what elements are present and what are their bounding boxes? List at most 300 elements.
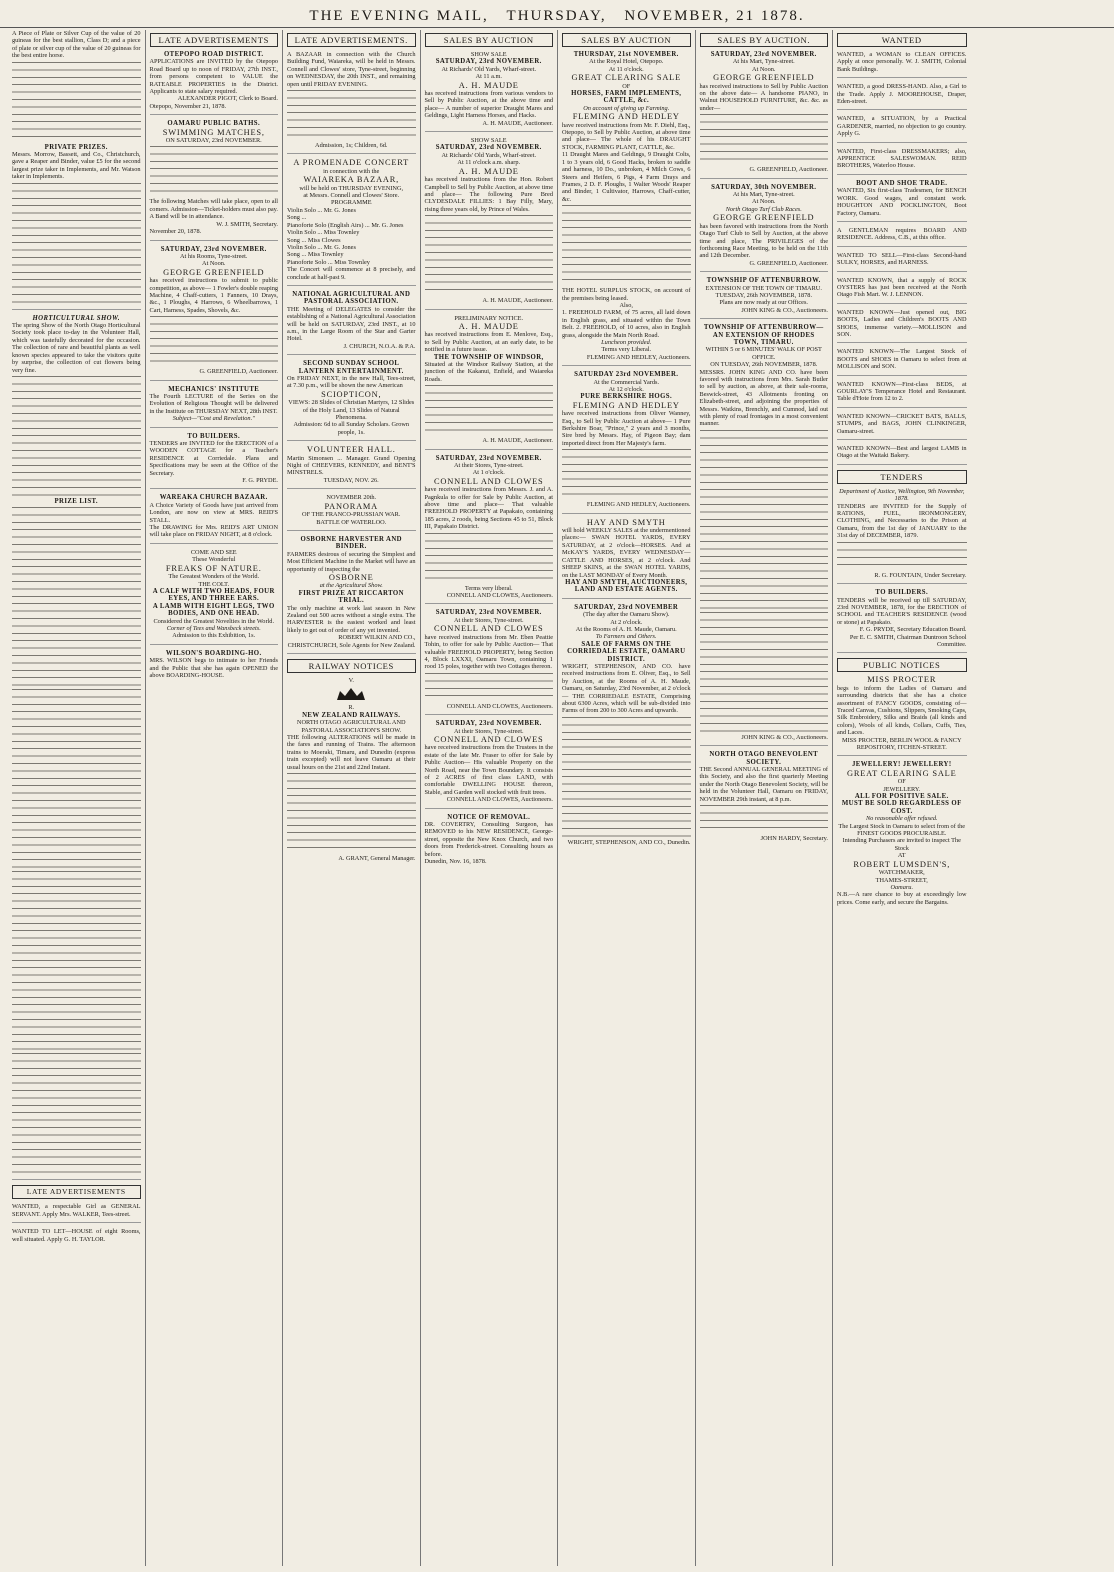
corner: Corner of Tees and Wansbeck streets.	[166, 624, 261, 632]
cc-name: CONNELL AND CLOWES	[434, 476, 544, 486]
connell-clowes-ad-2	[425, 609, 554, 715]
c6-date2: SATURDAY, 30th NOVEMBER.	[711, 183, 817, 191]
hs-sign: HAY AND SMYTH, AUCTIONEERS, LAND AND ESTATE AGENTS.	[565, 578, 688, 594]
panorama-waterloo: BATTLE OF WATERLOO.	[316, 518, 387, 526]
nat-sign: J. CHURCH, N.O.A. & P.A.	[343, 342, 416, 350]
robert-lumsden: ROBERT LUMSDEN'S,	[853, 859, 951, 869]
cc-where: At their Stores, Tyne-street.	[453, 462, 524, 469]
prom-title: A PROMENADE CONCERT	[293, 158, 410, 168]
col3-header: LATE ADVERTISEMENTS.	[287, 33, 416, 47]
wanted-more-item: WANTED KNOWN—CRICKET BATS, BALLS, STUMPS, and BAGS, JOHN CLINKINGER, Oamaru-street.	[837, 413, 967, 440]
considered: Considered the Greatest Novelties in the World.	[153, 617, 275, 625]
tender-title: TO BUILDERS.	[187, 432, 241, 440]
programme-title: PROGRAMME	[330, 199, 372, 207]
procter-name: MISS PROCTER	[867, 675, 937, 685]
prizes-intro: A Piece of Plate or Silver Cup of the value of 20 guineas for the best stallion, Class D; and a piece of plate or silver cup of the value of 20 guineas for the best entire horse.	[12, 30, 141, 60]
account: On account of giving up Farming.	[583, 104, 670, 112]
sunday-title: SECOND SUNDAY SCHOOL LANTERN ENTERTAINMENT.	[298, 360, 404, 375]
vol-text: Martin Simonsen ... Manager. Grand Opening Night of CHEEVERS, KENNEDY, and BENT'S MINSTRELS.	[287, 454, 416, 477]
maude2-text: has received instructions from the Hon. Robert Campbell to Sell by Public Auction, at above time and place— The following Pure Bred CLYDESDALE FILLIES: 1 Bay Filly, Mary, rising three years old, by Prince of Wales.	[424, 176, 553, 213]
prize-text-lines	[12, 62, 141, 142]
nat-text: THE Meeting of DELEGATES to consider the establishing of a National Agricultural Association will be held on SATURDAY, 23rd INST., at 10 a.m., in the Large Room of the Star and Garter Hotel.	[287, 305, 416, 343]
procter-ad	[837, 676, 967, 756]
sale-of-farms: SALE OF FARMS ON THE CORRIEDALE ESTATE, OAMARU DISTRICT.	[567, 640, 686, 663]
gg-lines	[150, 316, 279, 366]
road-title: OTEPOPO ROAD DISTRICT.	[164, 51, 264, 58]
fh-list: 11 Draught Mares and Geldings, 9 Draught Colts, 1 to 3 years old, 6 Good Hacks, broken to saddle and harness, 10 Do., unbroken, 4 Milch Cows, 6 Steers and Heifers, 6 Pigs, 4 Farm Drays and Frames, 2 D. F. Ploughs, 1 Walter Woods' Reaper and Binder, 1 Cultivator, Harrows, Chaff-cutter, &c.	[562, 151, 691, 203]
column-2	[146, 30, 284, 1566]
builders-ad	[837, 589, 967, 653]
cc2-where: At their Stores, Tyne-street.	[453, 616, 524, 624]
greatest: The Greatest Wonders of the World.	[168, 573, 260, 581]
wanted-more-item: WANTED KNOWN—Best and largest LAMB in Otago at the Waitaki Bakery.	[837, 445, 967, 465]
jewellery-2: JEWELLERY.	[883, 785, 921, 793]
wanted-header: WANTED	[837, 33, 967, 47]
c5-where2: At the Commercial Yards.	[593, 378, 660, 386]
osb-text: FARMERS desirous of securing the Simplest and Most Efficient Machine in the Market will have an opportunity of inspecting the	[287, 550, 416, 573]
programme-list	[287, 207, 416, 266]
prom-where: at Messrs. Connell and Clowes' Store.	[303, 192, 400, 200]
swim-stamp: November 20, 1878.	[149, 228, 202, 236]
hs-name: HAY AND SMYTH	[586, 517, 666, 527]
freaks-admission: Admission to this Exhibition, 1s.	[172, 632, 256, 640]
osb-more: The only machine at work last season in New Zealand out 500 acres without a single extra. The HARVESTER is the easiest worked and least likely to get out of order of any yet invented.	[287, 604, 416, 634]
column-5	[558, 30, 696, 1566]
sale2-time: At 11 o'clock a.m. sharp.	[457, 159, 521, 167]
connell-clowes-ad-3	[425, 720, 554, 808]
tenders-text: TENDERS are INVITED for the Supply of RATIONS, FUEL, IRONMONGERY, CLOTHING, and Necessaries to the Prison at Oamaru, from the 1st day of JANUARY to the 31st day of DECEMBER, 1879.	[837, 502, 967, 540]
swim-text: The following Matches will take place, open to all comers. Admission—Ticket-holders must also pay. A Band will be in attendance.	[149, 198, 278, 221]
prog-item: Violin Solo ... Mr. G. Jones	[287, 243, 356, 251]
town-sign: JOHN KING & CO., Auctioneers.	[741, 306, 828, 314]
rail-lines	[287, 773, 416, 853]
c6-time2: At Noon.	[752, 198, 776, 206]
swim-lines	[150, 146, 279, 196]
rail-v: V.	[348, 677, 354, 684]
watchmaker: WATCHMAKER,	[878, 869, 925, 877]
freaks-ad	[150, 549, 279, 645]
swim-sign: W. J. SMITH, Secretary.	[216, 220, 278, 228]
wilson-ad	[150, 650, 279, 680]
column-4	[421, 30, 559, 1566]
bene-sign: JOHN HARDY, Secretary.	[760, 835, 828, 843]
intending: Intending Purchasers are invited to inspect The Stock	[842, 837, 961, 852]
c6-where2: At his Mart, Tyne-street.	[732, 191, 795, 199]
railway-header: RAILWAY NOTICES	[287, 659, 416, 673]
volunteer-hall-ad	[287, 446, 416, 489]
berkshire-ad	[562, 371, 691, 513]
at: AT	[897, 852, 906, 860]
gg-sat-title: SATURDAY, 23rd NOVEMBER.	[160, 245, 267, 253]
benevolent-ad	[700, 751, 829, 842]
prelim-text: has received instructions from E. Menlove, Esq., to Sell by Public Auction, at an early date, to be notified in a future issue.	[424, 331, 553, 354]
prog-item: Song ... Miss Townley	[287, 251, 344, 259]
c5-day3: (The day after the Oamaru Show).	[583, 611, 670, 619]
c5-time2: At 12 o'clock.	[608, 386, 644, 393]
wilson-text: MRS. WILSON begs to intimate to her Friends and the Public that she has again OPENED the above BOARDING-HOUSE.	[149, 657, 278, 679]
removal-text: DR. COVERTRY, Consulting Surgeon, has REMOVED to his NEW RESIDENCE, George-street, opposite the New Knox Church, and two doors from Frederick-street. Consulting hours as before.	[424, 821, 553, 858]
c6-gg-name: GEORGE GREENFIELD	[713, 73, 815, 83]
road-sign: ALEXANDER PIGOT, Clerk to Board.	[177, 95, 278, 103]
town2-title: TOWNSHIP OF ATTENBURROW—AN EXTENSION OF RHODES TOWN, TIMARU.	[703, 324, 824, 346]
vol-date: TUESDAY, NOV. 26.	[323, 476, 379, 484]
town2-sub: WITHIN 5 or 6 MINUTES' WALK OF POST OFFICE.	[705, 346, 822, 361]
sale2-date: SATURDAY, 23rd NOVEMBER.	[435, 144, 542, 152]
swim-date: ON SATURDAY, 23rd NOVEMBER.	[165, 137, 262, 145]
railway-notice	[287, 677, 416, 862]
drawing-text: The DRAWING for Mrs. REID'S ART UNION will take place on FRIDAY NIGHT, at 8 o'clock.	[149, 524, 278, 539]
c6-gg-lines	[700, 114, 829, 164]
hay-smyth-ad	[562, 519, 691, 599]
gg-text: has received instructions to submit to public competition, as above— 1 Fowler's double reaping Machine, 4 Chaff-cutters, 1 Fanners, 10 Drays, &c., 1 Ploughs, 4 Harrows, 6 Wheelbarrows, 1 Cart, Harness, Spades, Shovels, &c.	[149, 277, 278, 314]
c6-gg2-sign: G. GREENFIELD, Auctioneer.	[749, 259, 828, 267]
c6-date1: SATURDAY, 23rd NOVEMBER.	[710, 51, 817, 58]
oamaru: Oamaru.	[890, 883, 914, 891]
c5-time1: At 11 o'clock.	[608, 65, 644, 73]
of-1: OF	[622, 82, 631, 90]
town-title: TOWNSHIP OF ATTENBURROW.	[706, 277, 821, 285]
horses: HORSES, FARM IMPLEMENTS, CATTLE, &c.	[571, 90, 682, 105]
col6-header: SALES BY AUCTION.	[700, 33, 829, 47]
show-sale: SHOW SALE	[470, 51, 507, 58]
greenfield-sale-ad	[150, 246, 279, 381]
corriedale-ad	[562, 604, 691, 847]
prog-item: Pianoforte Solo ... Miss Townley	[287, 258, 370, 266]
town2-lines-1	[700, 430, 829, 610]
c6-gg2-name: GEORGE GREENFIELD	[713, 213, 815, 223]
sciopticon: SCIOPTICON,	[321, 389, 382, 399]
town-sub: EXTENSION OF THE TOWN OF TIMARU.	[705, 284, 822, 292]
c6-where1: At his Mart, Tyne-street.	[732, 58, 795, 66]
jewellery-title: JEWELLERY! JEWELLERY!	[851, 761, 952, 769]
fh2-name: FLEMING AND HEDLEY	[572, 400, 680, 410]
masthead	[0, 0, 1114, 28]
cc-sign: CONNELL AND CLOWES, Auctioneers.	[446, 592, 553, 600]
all-for: ALL FOR POSITIVE SALE.	[854, 793, 949, 801]
bazaar3-admit: Admission, 1s; Children, 6d.	[315, 142, 388, 150]
cc-time: At 1 o'clock.	[472, 469, 505, 477]
private-prize-lines	[12, 183, 141, 303]
bene-title: NORTH OTAGO BENEVOLENT SOCIETY.	[709, 751, 819, 766]
wanted-item: WANTED, a WOMAN to CLEAN OFFICES. Apply at once personally. W. J. SMITH, Colonial Bank Buildings.	[837, 51, 967, 78]
town-date: TUESDAY, 26th NOVEMBER, 1878.	[715, 291, 813, 299]
removal-title: NOTICE OF REMOVAL.	[447, 813, 531, 821]
osb-where: at the Agricultural Show.	[319, 582, 383, 590]
c5-rooms3: At the Rooms of A. H. Maude, Oamaru.	[575, 625, 677, 633]
come-and-see: COME AND SEE	[190, 548, 237, 556]
wanted-servant: WANTED, a respectable Girl as GENERAL SERVANT. Apply Mrs. WALKER, Tees-street.	[12, 1203, 141, 1223]
masthead-name: THE EVENING MAIL,	[309, 8, 489, 24]
cc-text: have received instructions from Messrs. J. and A. Pagnkula to offer for Sale by Public Auction, at above time and place— That valuable FREEHOLD PROPERTY at Papakaio, containing 185 acres, 2 roods, being Sections 45 to 51, Block III, Papakaio District.	[424, 486, 553, 531]
national-association-ad	[287, 291, 416, 355]
fh-surplus: THE HOTEL SURPLUS STOCK, on account of the premises being leased.	[562, 287, 691, 302]
preliminary-notice-ad	[425, 315, 554, 450]
bene-text: THE Second ANNUAL GENERAL MEETING of this Society, and also the first quarterly Meeting under the North Otago Benevolent Society, will be held in the Volunteer Hall, Oamaru on FRIDAY, NOVEMBER 29th instant, at 8 p.m.	[699, 766, 828, 803]
cc3-where: At their Stores, Tyne-street.	[453, 727, 524, 735]
col2-header: LATE ADVERTISEMENTS	[150, 33, 279, 47]
removal-notice	[425, 814, 554, 866]
wanted-item: WANTED, First-class DRESSMAKERS; also, APPRENTICE SALESWOMAN. REID BROTHERS, Waterloo House.	[837, 148, 967, 175]
column-7	[833, 30, 971, 1566]
bazaar-title: WAREAKA CHURCH BAZAAR.	[159, 494, 268, 502]
bene-lines	[700, 805, 829, 833]
rail-name: NEW ZEALAND RAILWAYS.	[302, 711, 401, 719]
wright-sign: WRIGHT, STEPHENSON, AND CO., Dunedin.	[567, 838, 691, 846]
gg-name: GEORGE GREENFIELD	[163, 267, 265, 277]
of-7: OF	[897, 778, 906, 786]
builders-text: TENDERS will be received up till SATURDAY, 23rd NOVEMBER, 1878, for the ERECTION of SCHOOL and TEACHER'S RESIDENCE (wood or stone) at Papakaio.	[837, 596, 967, 626]
sunday-admit: Admission: 6d to all Sunday Scholars. Grown people, 1s.	[293, 421, 410, 436]
prom-name: WAIAREKA BAZAAR,	[303, 175, 400, 185]
no-reasonable: No reasonable offer refused.	[865, 815, 938, 823]
rail-r: R.	[348, 704, 355, 712]
prom-note: The Concert will commence at 8 precisely, and conclude at half-past 9.	[287, 266, 416, 281]
c6-gg-sign: G. GREENFIELD, Auctioneer.	[749, 166, 828, 174]
c5-time3: At 2 o'clock.	[610, 618, 643, 626]
lamb: A LAMB WITH EIGHT LEGS, TWO BODIES, AND ONE HEAD.	[152, 602, 275, 618]
private-prizes-text: Messrs. Morrow, Bassett, and Co., Christchurch, gave a Reaper and Binder, value £5 for the second largest prize taker in Implements, and Mr. Watson taker in Implements.	[12, 151, 141, 181]
wright-lines	[562, 717, 691, 837]
col5-header: SALES BY AUCTION	[562, 33, 691, 47]
public-notices-header: PUBLIC NOTICES	[837, 658, 967, 672]
builders-sign-2: Per E. C. SMITH, Chairman Duntroon School Committee.	[849, 633, 967, 648]
cc2-date: SATURDAY, 23rd NOVEMBER.	[435, 609, 542, 617]
town2-text: MESSRS. JOHN KING AND CO. have been favored with instructions from Mrs. Sarah Butler to sell by auction, as above, at their sale-rooms, Beswick-street, 43 Allotments fronting on Elizabeth-street, and adjoining the properties of Messrs. Watkins, Brenchly, and Cumnod, laid out with plenty of road frontages in a most convenient manner.	[699, 368, 828, 428]
panorama-war: OF THE FRANCO-PRUSSIAN WAR.	[302, 511, 401, 519]
gg-sat-place: At his Rooms, Tyne-street.	[180, 252, 248, 260]
road-text: APPLICATIONS are INVITED by the Otepopo Road Board up to noon of FRIDAY, 27th INST., from persons competent to VALUE the RATEABLE PROPERTIES in the District. Applicants to state salary required.	[149, 58, 278, 96]
berkshire: PURE BERKSHIRE HOGS.	[580, 393, 673, 401]
column-3	[283, 30, 421, 1566]
wilson-title: WILSON'S BOARDING-HO.	[165, 649, 262, 657]
cc3-name: CONNELL AND CLOWES	[434, 734, 544, 744]
turf: North Otago Turf Club Races.	[725, 205, 802, 213]
maude2-sign: A. H. MAUDE, Auctioneer.	[482, 297, 553, 305]
wonderful: These Wonderful	[192, 556, 236, 564]
fh-sign: FLEMING AND HEDLEY, Auctioneers.	[586, 353, 691, 361]
road-date: Otepopo, November 21, 1878.	[149, 102, 227, 110]
c6-gg2-text: has been favored with instructions from the North Otago Turf Club to Sell by Auction, at the above time and place, The PRIVILEGES of the forthcoming Race Meeting, to be held on the 11th and 12th December.	[699, 222, 828, 260]
removal-date: Dunedin, Nov. 16, 1878.	[424, 858, 487, 866]
wanted-more-item: WANTED KNOWN—Just opened out, BIG BOOTS, Ladies and Children's BOOTS AND SHOES, immense variety.—MOLLISON and SON.	[837, 309, 967, 344]
tenders-ad	[837, 488, 967, 584]
wanted-item: WANTED, a SITUATION, by a Practical GARDENER, married, no objection to go country. Apply G.	[837, 115, 967, 142]
lecture-ad	[150, 386, 279, 428]
column-1	[8, 30, 146, 1566]
panorama-ad	[287, 494, 416, 531]
horticultural-report	[12, 315, 141, 1181]
wanted-more-item: WANTED TO SELL—First-class Second-hand SULKY, HORSES, and HARNESS.	[837, 252, 967, 272]
c5-date1: THURSDAY, 21st NOVEMBER.	[573, 51, 679, 58]
fh-lines	[562, 205, 691, 285]
prize-list-lines-4	[12, 1053, 141, 1173]
fh-name: FLEMING AND HEDLEY	[572, 112, 680, 122]
lecture-subject: Subject—"Cost and Revelation."	[172, 415, 255, 423]
prelim-title: PRELIMINARY NOTICE.	[454, 314, 524, 322]
masthead-date: NOVEMBER, 21 1878.	[624, 8, 805, 24]
fh-text: have received instructions from Mr. F. Diehl, Esq., Otepopo, to Sell by Public Auction, at above time and place— The whole of his DRAUGHT STOCK, FARMING PLANT, CATTLE, &c.	[562, 121, 691, 151]
prize-list-title: PRIZE LIST.	[54, 497, 99, 505]
show-sale-ad	[425, 51, 554, 132]
maude-name: A. H. MAUDE	[458, 80, 519, 90]
prog-item: Pianoforte Solo (English Airs) ... Mr. G. Jones	[287, 221, 404, 229]
procter-sign: MISS PROCTER, BERLIN WOOL & FANCY REPOSITORY, ITCHEN-STREET.	[841, 736, 962, 751]
fh-terms: Terms very Liberal.	[601, 346, 652, 354]
late-advertisements-header: LATE ADVERTISEMENTS	[12, 1185, 141, 1199]
fh-freehold: 1. FREEHOLD FARM, of 75 acres, all laid down in English grass, and situated within the Town Belt. 2. FREEHOLD, of 10 acres, also in English grass, alongside the Main North Road.	[562, 309, 691, 339]
wanted-more-item: WANTED KNOWN—First-class BEDS, at GOURLAY'S Temperance Hotel and Restaurant. Table d'Hote from 12 to 2.	[837, 381, 967, 408]
maude-text: has received instructions from various vendors to Sell by Public Auction, at the above time and place— A number of superior Draught Mares and Geldings, Light Harness Horses, and Hacks.	[424, 90, 553, 120]
church-bazaar-ad	[150, 494, 279, 543]
column-6	[696, 30, 834, 1566]
prize-list-lines-3	[12, 871, 141, 1051]
thames-street: THAMES-STREET,	[875, 876, 928, 884]
lecture-text: The Fourth LECTURE of the Series on the Evolution of Religious Thought will be delivered in the Institute on THURSDAY NEXT, 28th INST.	[149, 392, 278, 415]
c5-date2: SATURDAY 23rd NOVEMBER.	[574, 371, 679, 379]
hort-title: HORTICULTURAL SHOW.	[32, 314, 121, 322]
cc3-date: SATURDAY, 23rd NOVEMBER.	[435, 720, 542, 728]
attenburrow-2-ad	[700, 324, 829, 746]
calf: A CALF WITH TWO HEADS, FOUR EYES, AND THREE EARS.	[152, 587, 275, 603]
cc-date: SATURDAY, 23rd NOVEMBER.	[435, 454, 542, 462]
prog-item: Violin Solo ... Miss Townley	[287, 229, 360, 237]
sunday-text: On FRIDAY NEXT, in the new Hall, Tees-street, at 7.30 p.m., will be shown the new American	[287, 375, 416, 390]
c5-date3: SATURDAY, 23rd NOVEMBER	[574, 603, 679, 611]
prom-sub: in connection with the	[323, 167, 380, 175]
must-be-sold: MUST BE SOLD REGARDLESS OF COST.	[841, 800, 962, 815]
town2-lines-2	[700, 612, 829, 732]
turf-club-ad	[700, 184, 829, 272]
cc2-lines	[425, 673, 554, 701]
piano-sale-ad	[700, 51, 829, 179]
waiareka-bazaar-ad	[287, 51, 416, 154]
connell-clowes-ad-1	[425, 455, 554, 605]
panorama: PANORAMA	[324, 501, 379, 511]
bazaar3-lines	[287, 90, 416, 140]
show-sale-2-ad	[425, 137, 554, 309]
col4-header: SALES BY AUCTION	[425, 33, 554, 47]
hort-text: The spring Show of the North Otago Horticultural Society took place to-day in the Volunteer Hall, which was tastefully decorated for the occasion. The collection of rare and beautiful plants as well known species appeared to take the visitors quite by surprise, the collection of cut flowers being very fine.	[12, 322, 141, 374]
private-prizes-title: PRIVATE PRIZES.	[44, 143, 108, 151]
largest: The Largest Stock in Oamaru to select from of the FINEST GOODS PROCURABLE.	[838, 822, 966, 838]
vol-title: VOLUNTEER HALL.	[306, 445, 396, 455]
osb-sign: ROBERT WILKIN AND CO., CHRISTCHURCH, Sole Agents for New Zealand.	[287, 634, 416, 649]
cc3-text: have received instructions from the Trustees in the estate of the late Mr. Fraser to offer for Sale by Public Auction— His valuable Property on the North Road, near the Town Boundary. It consists of 2 ACRES of first class LAND, with comfortable DWELLING HOUSE thereon, Stable, and Garden well stocked with fruit trees.	[424, 744, 553, 796]
builders-sign: F. G. PRYDE, Secretary Education Board.	[859, 626, 967, 634]
tender-text: TENDERS are INVITED for the ERECTION of a WOODEN COTTAGE for a Teacher's RESIDENCE at Corriedale. Plans and Specifications may be seen at the Office of the Secretary.	[149, 440, 278, 477]
town-plans: Plans are now ready at our Offices.	[719, 299, 809, 307]
c5-where1: At the Royal Hotel, Otepopo.	[589, 58, 664, 66]
swim-title: SWIMMING MATCHES,	[162, 127, 265, 137]
tender-sign: F. G. PRYDE.	[242, 477, 278, 485]
procter-text: begs to inform the Ladies of Oamaru and surrounding districts that she has a choice assortment of FANCY GOODS, consisting of— Traced Canvas, Cushions, Slippers, Smoking Caps, Silk Embroidery, Silks and Braids (all kinds and colors), Wools of all kinds, Collars, Cuffs, Ties, and Laces.	[837, 684, 967, 737]
maude-sign: A. H. MAUDE, Auctioneer.	[482, 119, 553, 127]
windsor-text: Situated at the Windsor Railway Station, at the junction of the Kakanui, Enfield, and Waiareka Roads.	[424, 360, 553, 383]
sale-where: At Richards' Old Yards, Wharf-street.	[441, 65, 537, 73]
prize-list-lines-2	[12, 689, 141, 869]
maude2-lines	[425, 215, 554, 295]
prize-list-lines-1	[12, 507, 141, 687]
boot-text: WANTED, Six first-class Tradesmen, for BENCH WORK. Good wages, and constant work. HOUGHTON AND POCKLINGTON, Boot Factory, Oamaru.	[837, 187, 967, 222]
maude3-name: A. H. MAUDE	[458, 321, 519, 331]
sale-time: At 11 a.m.	[475, 73, 502, 81]
builders-title: TO BUILDERS.	[875, 589, 929, 597]
dept: Department of Justice, Wellington, 9th November, 1878.	[839, 487, 965, 503]
sunday-school-ad	[287, 360, 416, 441]
maude3-sign: A. H. MAUDE, Auctioneer.	[482, 437, 553, 445]
baths-title: OAMARU PUBLIC BATHS.	[167, 120, 261, 128]
sale2-where: At Richards' Old Yards, Wharf-street.	[441, 151, 537, 159]
bazaar3-text: A BAZAAR in connection with the Church Building Fund, Waiareka, will be held in Messrs. Connell and Clowes' store, Tyne-street, beginning on WEDNESDAY, the 20th INST., and remaining open until FRIDAY EVENING.	[287, 51, 416, 88]
sale-date: SATURDAY, 23rd NOVEMBER.	[435, 58, 542, 66]
prog-item: Song ... Miss Clowes	[287, 236, 341, 244]
masthead-day: THURSDAY,	[506, 8, 607, 24]
boot-title: BOOT AND SHOE TRADE.	[856, 179, 948, 187]
attenburrow-ad	[700, 277, 829, 319]
wanted-more-item: A GENTLEMAN requires BOARD AND RESIDENCE. Address, C.B., at this office.	[837, 227, 967, 247]
tenders-lines	[837, 542, 967, 570]
clearing-sale-ad	[562, 51, 691, 366]
prizes-notice	[12, 30, 141, 310]
mechanics-title: MECHANICS' INSTITUTE	[168, 385, 260, 393]
colt: THE COLT.	[198, 580, 230, 588]
tenders-header: TENDERS	[837, 470, 967, 484]
cc2-text: have received instructions from Mr. Eben Peattie Tohin, to offer for sale by Public Auction— That valuable FREEHOLD PROPERTY, being Section 4, Block LXXXI, Oamaru Town, containing 1 rood 15 poles, together with two Cottages thereon.	[424, 633, 553, 671]
wanted-more-item: WANTED KNOWN—The Largest Stock of BOOTS and SHOES in Oamaru to select from at MOLLISON and SON.	[837, 348, 967, 375]
osborne-ad	[287, 536, 416, 654]
osb-name: OSBORNE	[328, 572, 374, 582]
wanted-to-let: WANTED TO LET—HOUSE of eight Rooms, well situated. Apply G. H. TAYLOR.	[12, 1228, 141, 1243]
swimming-ad	[150, 120, 279, 240]
rail-text: THE following ALTERATIONS will be made in the fares and running of Trains. The afternoon trains to Moeraki, Timaru, and Dunedin (express train excepted) will not leave Oamaru at their usual hours on the 21st and 22nd Instant.	[287, 734, 416, 771]
rail-show: NORTH OTAGO AGRICULTURAL AND PASTORAL ASSOCIATION'S SHOW.	[296, 719, 406, 734]
sunday-views: VIEWS: 28 Slides of Christian Martyrs, 12 Slides of the Holy Land, 13 Slides of Natural Phenomena.	[288, 399, 415, 422]
crown-emblem-icon	[331, 686, 371, 702]
bazaar-text: A Choice Variety of Goods have just arrived from London, are now on view at MRS. REID'S STALL.	[149, 501, 278, 524]
first-prize: FIRST PRIZE AT RICCARTON TRIAL.	[298, 589, 404, 605]
cc2-sign: CONNELL AND CLOWES, Auctioneers.	[446, 702, 553, 710]
maude2-name: A. H. MAUDE	[458, 166, 519, 176]
c6-gg-text: has received instructions to Sell by Public Auction on the above date— A handsome PIANO, in Walnut HOUSEHOLD FURNITURE, &c. &c. as under—	[699, 82, 828, 112]
fh2-text: have received instructions from Oliver Wanney, Esq., to Sell by Public Auction at above— 1 Pure Berkshire Boar, "Prince," 2 years and 3 months, Sire bred by Messrs. Hay, of Pigeon Bay; dam imported direct from Her Majesty's farm.	[562, 410, 691, 447]
prom-when: will be held on THURSDAY EVENING,	[299, 184, 404, 192]
lumsden-ad	[837, 761, 967, 906]
fh2-lines	[562, 449, 691, 499]
promenade-concert-ad	[287, 159, 416, 286]
nb-note: N.B.—A rare chance to buy at exceedingly low prices. Come early, and secure the Bargains.	[837, 891, 967, 906]
to-farmers: To Farmers and Others.	[595, 633, 657, 641]
osb-title: OSBORNE HARVESTER AND BINDER.	[300, 535, 402, 551]
fh-lunch: Luncheon provided.	[601, 338, 652, 346]
hs-text: will hold WEEKLY SALES at the undermentioned places:— SWAN HOTEL YARDS, EVERY SATURDAY, at 2 o'clock—HORSES. And at McKAY'S YARDS, EVERY WEDNESDAY—CATTLE AND HORSES, at 2 o'clock. And SHEEP SKINS, at the SWAN HOTEL YARDS, on the LAST MONDAY of Every Month.	[562, 527, 691, 579]
nat-title: NATIONAL AGRICULTURAL AND PASTORAL ASSOCIATION.	[292, 290, 411, 306]
town2-date: ON TUESDAY, 26th NOVEMBER, 1878.	[710, 361, 818, 369]
wanted-more-item: WANTED KNOWN, that a supply of ROCK OYSTERS has just been received at the North Otago Fish Mart. W. J. LENNON.	[837, 277, 967, 304]
cc-lines	[425, 533, 554, 583]
great-clearing: GREAT CLEARING SALE	[571, 73, 681, 83]
prog-item: Violin Solo ... Mr. G. Jones	[287, 206, 356, 214]
c6-time1: At Noon.	[752, 65, 776, 73]
gg-sat-time: At Noon.	[202, 260, 226, 268]
road-district-ad	[150, 51, 279, 115]
tenders-sign: R. G. FOUNTAIN, Under Secretary.	[874, 571, 967, 579]
tender-cottage-ad	[150, 433, 279, 490]
cc-terms: Terms very liberal.	[464, 584, 513, 592]
windsor-title: THE TOWNSHIP OF WINDSOR,	[433, 353, 544, 361]
fh-also: Also,	[619, 301, 633, 309]
show-sale-2: SHOW SALE	[470, 137, 507, 145]
wanted-item: WANTED, a good DRESS-HAND. Also, a Girl to the Trade. Apply J. MOOREHOUSE, Draper, Eden-street.	[837, 83, 967, 110]
